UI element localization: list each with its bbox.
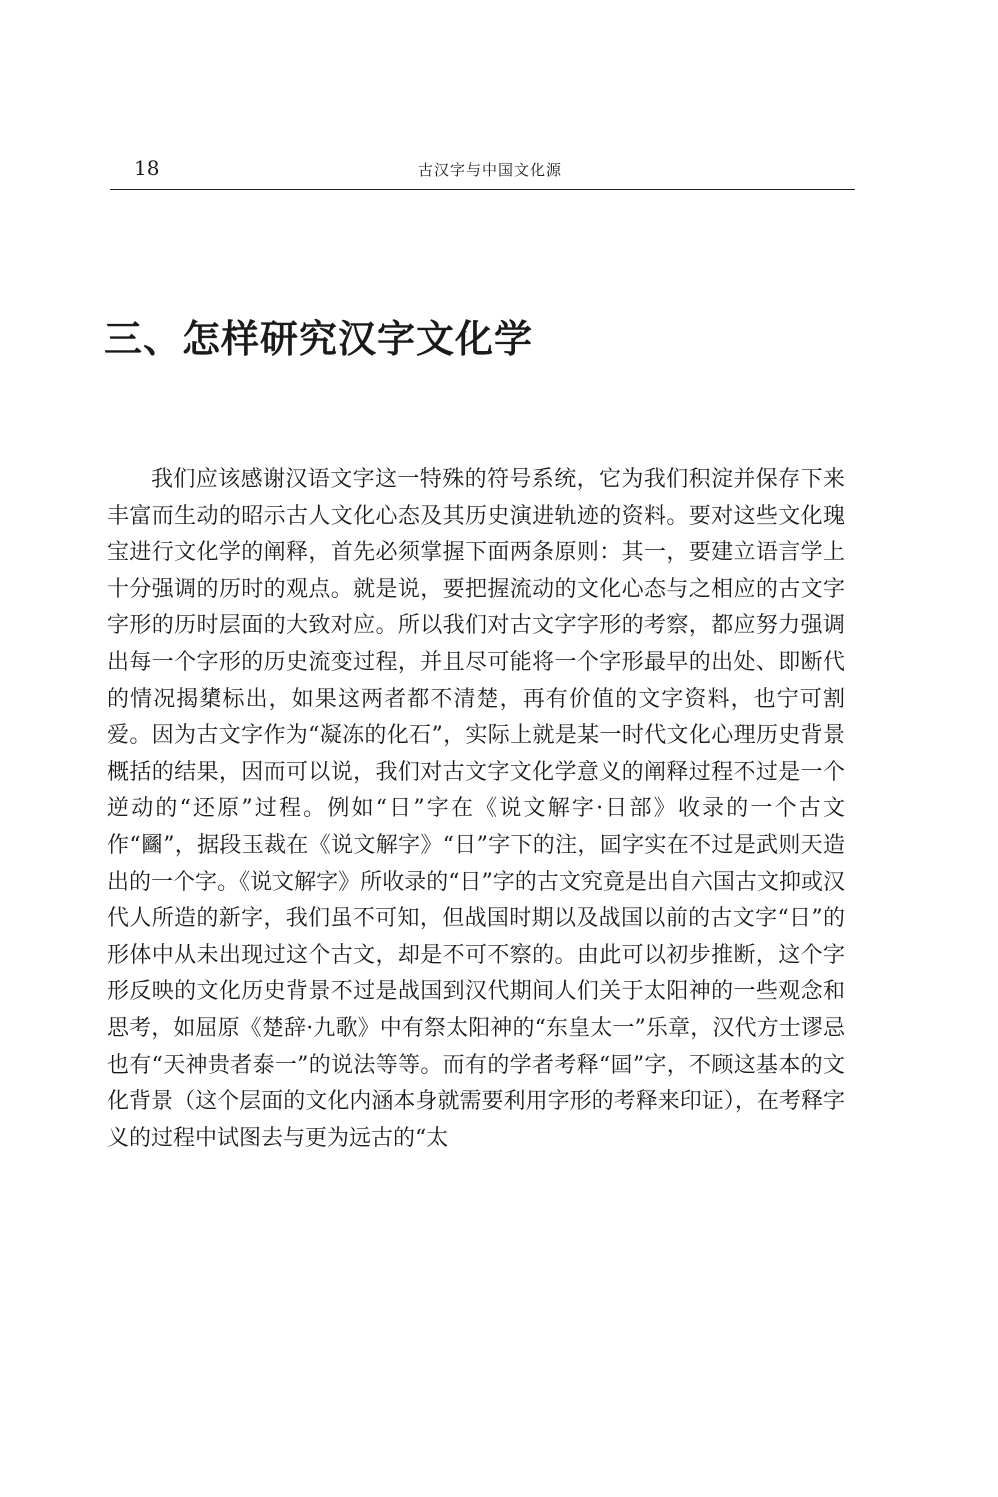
body-paragraph: 我们应该感谢汉语文字这一特殊的符号系统，它为我们积淀并保存下来丰富而生动的昭示古人文化心态及其历史演进轨迹的资料。要对这些文化瑰宝进行文化学的阐释，首先必须掌握下面两条原则：其一，要建立语言学上十分强调的历时的观点。就是说，要把握流动的文化心态与之相应的古文字字形的历时层面的大致对应。所以我们对古文字字形的考察，都应努力强调出每一个字形的历史流变过程，并且尽可能将一个字形最早的出处、即断代的情况揭橥标出，如果这两者都不清楚，再有价值的文字资料，也宁可割爱。因为古文字作为“凝冻的化石”，实际上就是某一时代文化心理历史背景概括的结果，因而可以说，我们对古文字文化学意义的阐释过程不过是一个逆动的“还原”过程。例如“日”字在《说文解字·日部》收录的一个古文作“㘥”，据段玉裁在《说文解字》“日”字下的注，囸字实在不过是武则天造出的一个字。《说文解字》所收录的“日”字的古文究竟是出自六国古文抑或汉代人所造的新字，我们虽不可知，但战国时期以及战国以前的古文字“日”的形体中从未出现过这个古文，却是不可不察的。由此可以初步推断，这个字形反映的文化历史背景不过是战国到汉代期间人们关于太阳神的一些观念和思考，如屈原《楚辞·九歌》中有祭太阳神的“东皇太一”乐章，汉代方士谬忌也有“天神贵者泰一”的说法等等。而有的学者考释“囸”字，不顾这基本的文化背景（这个层面的文化内涵本身就需要利用字形的考释来印证），在考释字义的过程中试图去与更为远古的“太 <box>107 467 845 1151</box>
running-title: 古汉字与中国文化源 <box>417 161 562 179</box>
section-title: 三、怎样研究汉字文化学 <box>104 316 534 362</box>
page-number: 18 <box>134 156 160 180</box>
header-rule <box>110 189 855 190</box>
